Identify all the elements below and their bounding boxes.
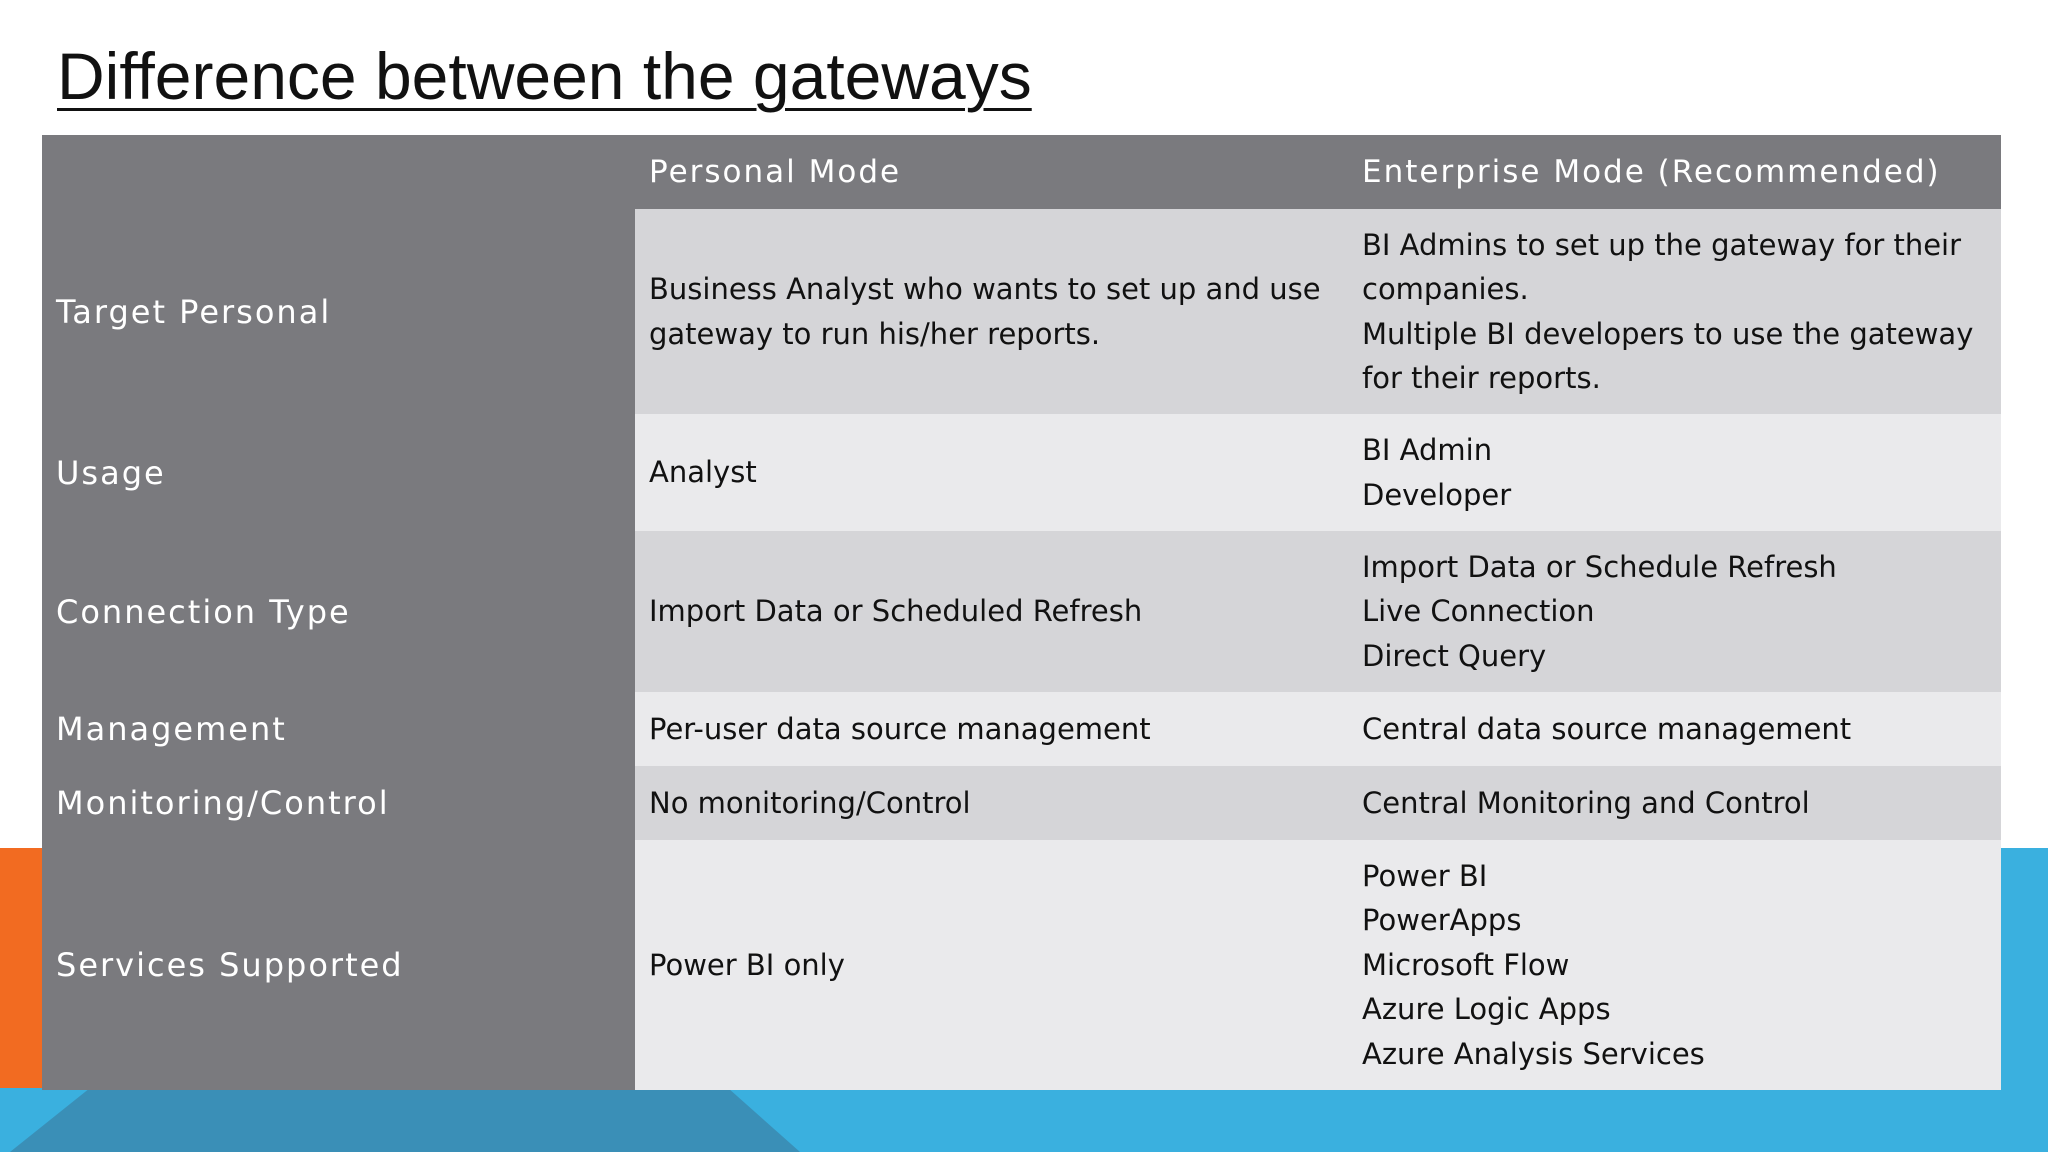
cell-line: Power BI bbox=[1362, 858, 1488, 893]
cell-line: Analyst bbox=[649, 455, 757, 490]
comparison-table-container bbox=[42, 135, 2001, 1090]
cell-line: gateway to run his/her reports. bbox=[649, 316, 1101, 351]
page-title: Difference between the gateways bbox=[57, 39, 1032, 113]
personal-cell-monitoring-control bbox=[635, 766, 1348, 840]
enterprise-cell-connection-type bbox=[1348, 531, 2001, 692]
table-row bbox=[42, 692, 2001, 766]
cell-line: Per-user data source management bbox=[649, 711, 1151, 746]
cell-line: for their reports. bbox=[1362, 361, 1601, 395]
enterprise-cell-services-supported bbox=[1348, 840, 2001, 1090]
enterprise-cell-usage bbox=[1348, 414, 2001, 531]
table-row bbox=[42, 209, 2001, 414]
cell-line: Central data source management bbox=[1362, 711, 1852, 746]
personal-cell-target-personal bbox=[635, 209, 1348, 414]
header-personal-mode: Personal Mode bbox=[635, 135, 1348, 209]
row-label-monitoring-control: Monitoring/Control bbox=[42, 766, 635, 840]
table-header-row bbox=[42, 135, 2001, 209]
enterprise-cell-management bbox=[1348, 692, 2001, 766]
cell-line: Import Data or Scheduled Refresh bbox=[649, 594, 1143, 629]
teal-accent-shape bbox=[10, 1088, 800, 1152]
row-label-management: Management bbox=[42, 692, 635, 766]
cell-line: Power BI only bbox=[649, 947, 845, 982]
cell-line: No monitoring/Control bbox=[649, 785, 971, 820]
cell-line: PowerApps bbox=[1362, 903, 1522, 938]
cell-line: BI Admins to set up the gateway for their bbox=[1362, 227, 1962, 262]
row-label-usage: Usage bbox=[42, 414, 635, 531]
comparison-table bbox=[42, 135, 2001, 1090]
row-label-connection-type: Connection Type bbox=[42, 531, 635, 692]
cell-line: Import Data or Schedule Refresh bbox=[1362, 549, 1837, 584]
personal-cell-connection-type bbox=[635, 531, 1348, 692]
cell-line: Central Monitoring and Control bbox=[1362, 785, 1810, 820]
cell-line: Multiple BI developers to use the gateway bbox=[1362, 316, 1974, 351]
row-label-target-personal: Target Personal bbox=[42, 209, 635, 414]
table-row bbox=[42, 414, 2001, 531]
cell-line: Live Connection bbox=[1362, 594, 1595, 629]
personal-cell-usage bbox=[635, 414, 1348, 531]
cell-line: Microsoft Flow bbox=[1362, 947, 1570, 982]
cell-line: Azure Analysis Services bbox=[1362, 1036, 1705, 1071]
table-row bbox=[42, 531, 2001, 692]
table-row bbox=[42, 840, 2001, 1090]
enterprise-cell-target-personal bbox=[1348, 209, 2001, 414]
personal-cell-services-supported bbox=[635, 840, 1348, 1090]
row-label-services-supported: Services Supported bbox=[42, 840, 635, 1090]
cell-line: Developer bbox=[1362, 477, 1512, 512]
cell-line: BI Admin bbox=[1362, 433, 1493, 467]
cell-line: companies. bbox=[1362, 272, 1529, 306]
personal-cell-management bbox=[635, 692, 1348, 766]
header-corner-cell bbox=[42, 135, 635, 209]
cell-line: Business Analyst who wants to set up and use bbox=[649, 272, 1321, 306]
cell-line: Direct Query bbox=[1362, 638, 1547, 673]
cell-line: Azure Logic Apps bbox=[1362, 992, 1611, 1027]
table-row bbox=[42, 766, 2001, 840]
enterprise-cell-monitoring-control bbox=[1348, 766, 2001, 840]
header-enterprise-mode: Enterprise Mode (Recommended) bbox=[1348, 135, 2001, 209]
